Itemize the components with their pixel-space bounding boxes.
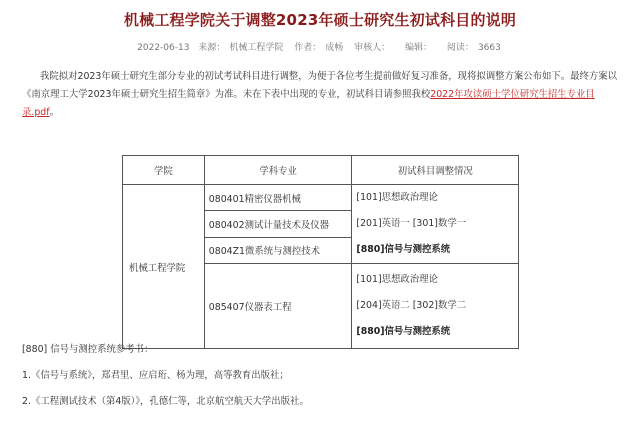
school-cell: 机械工程学院 [123, 185, 205, 349]
reference-item: 1.《信号与系统》，郑君里、应启珩、杨为理，高等教育出版社； [22, 370, 289, 381]
major-cell: 080402测试计量技术及仪器 [204, 211, 352, 237]
intro-end: 。 [49, 107, 59, 118]
subject-line: [201]英语一 [301]数学一 [356, 218, 467, 229]
subjects-cell [352, 264, 519, 349]
catalog-pdf-link[interactable]: 2022年攻读硕士学位研究生招生专业目录.pdf [22, 89, 595, 118]
header-subjects: 初试科目调整情况 [352, 156, 519, 185]
header-school: 学院 [123, 156, 205, 185]
table-row [123, 185, 519, 211]
meta-reviewer: 审核人： [354, 43, 391, 53]
meta-editor: 编辑： [405, 43, 433, 53]
subject-line: [880]信号与测控系统 [356, 244, 451, 255]
reference-item: 2.《工程测试技术（第4版）》，孔德仁等，北京航空航天大学出版社。 [22, 396, 309, 407]
meta-views: 阅读： 3663 [446, 43, 501, 53]
subject-line: [204]英语二 [302]数学二 [356, 300, 467, 311]
reference-books [22, 341, 622, 419]
major-cell: 085407仪器表工程 [204, 264, 352, 349]
meta-author: 作者： 成畅 [294, 43, 344, 53]
subject-adjustment-table [122, 155, 519, 349]
reference-heading: [880] 信号与测控系统参考书： [22, 344, 154, 355]
table-header-row [123, 156, 519, 185]
major-cell: 0804Z1微系统与测控技术 [204, 237, 352, 263]
article-title: 机械工程学院关于调整2023年硕士研究生初试科目的说明 [123, 11, 517, 29]
subjects-cell [352, 185, 519, 264]
intro-text: 我院拟对2023年硕士研究生部分专业的初试考试科目进行调整，为便于各位考生提前做好复习准备，现将拟调整方案公布如下。最终方案以《南京理工大学2023年硕士研究生招生简章》为准。未在下表中出现的专业，初试科目请参照我校 [22, 71, 617, 100]
header-major: 学科专业 [204, 156, 352, 185]
intro-paragraph [22, 68, 622, 122]
meta-date: 2022-06-13 [137, 43, 190, 53]
meta-source: 来源： 机械工程学院 [198, 43, 284, 53]
subject-line: [880]信号与测控系统 [356, 326, 451, 337]
subject-line: [101]思想政治理论 [356, 274, 438, 285]
article-meta [0, 40, 640, 53]
major-cell: 080401精密仪器机械 [204, 185, 352, 211]
subject-line: [101]思想政治理论 [356, 192, 438, 203]
